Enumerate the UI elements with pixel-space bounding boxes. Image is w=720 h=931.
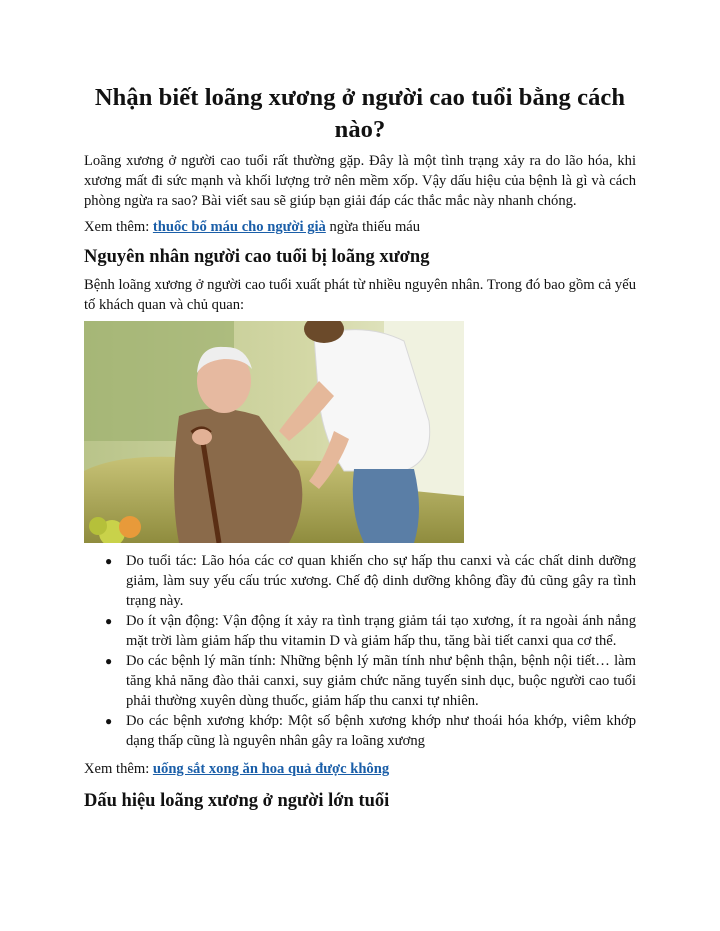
see-also-link-1[interactable]: thuốc bổ máu cho người già [152, 219, 326, 235]
elderly-man-with-nurse-photo [84, 321, 464, 543]
intro-paragraph: Loãng xương ở người cao tuổi rất thường gặp. Đây là một tình trạng xảy ra do lão hóa, khi xương mất đi sức mạnh và khối lượng trở nên mềm xốp. Vậy dấu hiệu của bệnh là gì và cách phòng ngừa ra sao? Bài viết sau sẽ giúp bạn giải đáp các thắc mắc này nhanh chóng. [84, 153, 636, 209]
list-item [105, 711, 636, 751]
list-item-text: Do các bệnh lý mãn tính: Những bệnh lý mãn tính như bệnh thận, bệnh nội tiết… làm tăng khả năng đào thải canxi, suy giảm chức năng tuyến sinh dục, buộc người cao tuổi phải thường xuyên dùng thuốc, giảm hấp thu canxi tự nhiên. [126, 653, 636, 709]
list-item [105, 651, 636, 711]
list-item [105, 611, 636, 651]
list-item [105, 551, 636, 611]
list-item-text: Do các bệnh xương khớp: Một số bệnh xương khớp như thoái hóa khớp, viêm khớp dạng thấp cũng là nguyên nhân gây ra loãng xương [126, 713, 636, 749]
see-also-2 [84, 759, 636, 779]
bullet-icon: ● [105, 714, 113, 728]
see-also-1 [84, 217, 636, 237]
list-item-text: Do ít vận động: Vận động ít xảy ra tình trạng giảm tái tạo xương, ít ra ngoài ánh nắng mặt trời làm giảm hấp thu vitamin D và giảm hấp thu, tăng bài tiết canxi qua cơ thể. [126, 613, 636, 649]
document-page [84, 82, 636, 819]
causes-intro: Bệnh loãng xương ở người cao tuổi xuất phát từ nhiều nguyên nhân. Trong đó bao gồm cả yếu tố khách quan và chủ quan: [84, 277, 636, 313]
page-title: Nhận biết loãng xương ở người cao tuổi bằng cách nào? [94, 84, 626, 143]
bullet-icon: ● [105, 554, 113, 568]
see-also-link-2[interactable]: uống sắt xong ăn hoa quả được không [152, 761, 390, 777]
bullet-icon: ● [105, 654, 113, 668]
see-also-prefix: Xem thêm: [84, 219, 153, 235]
photo-illustration [84, 321, 464, 543]
section-heading-causes: Nguyên nhân người cao tuổi bị loãng xương [84, 247, 430, 267]
see-also-suffix: ngừa thiếu máu [325, 219, 421, 235]
bullet-icon: ● [105, 614, 113, 628]
list-item-text: Do tuổi tác: Lão hóa các cơ quan khiến cho sự hấp thu canxi và các chất dinh dưỡng giảm, làm suy yếu cấu trúc xương. Chế độ dinh dưỡng không đầy đủ cũng gây ra tình trạng này. [126, 553, 636, 609]
causes-list [84, 551, 636, 751]
see-also-prefix: Xem thêm: [84, 761, 153, 777]
section-heading-signs: Dấu hiệu loãng xương ở người lớn tuổi [84, 791, 390, 811]
